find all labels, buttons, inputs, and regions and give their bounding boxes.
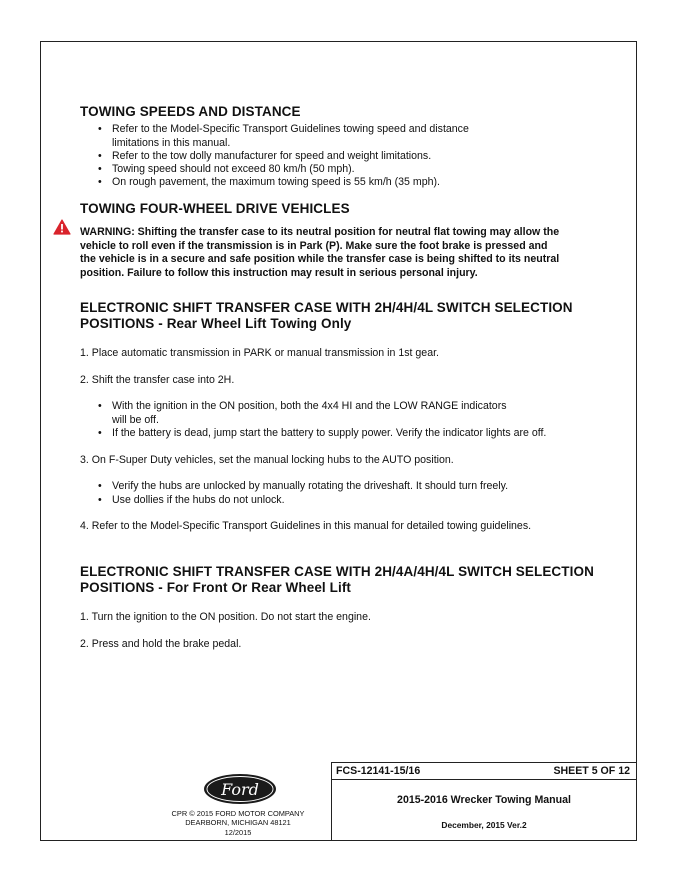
bullet-icon: • [98, 400, 102, 412]
bullet-icon: • [98, 150, 102, 162]
bullet-icon: • [98, 494, 102, 506]
step-item: 1. Turn the ignition to the ON position. Do not start the engine. [80, 611, 371, 623]
bullet-icon: • [98, 480, 102, 492]
bullet-item: • Use dollies if the hubs do not unlock. [98, 494, 285, 506]
bullet-icon: • [98, 123, 102, 135]
section-heading-2h4a4h4l: ELECTRONIC SHIFT TRANSFER CASE WITH 2H/4A/4H/4L SWITCH SELECTION POSITIONS - For Front Or Rear Wheel Lift [80, 564, 594, 595]
section-heading-4wd: TOWING FOUR-WHEEL DRIVE VEHICLES [80, 201, 350, 216]
sheet-number: SHEET 5 OF 12 [553, 765, 630, 777]
bullet-icon: • [98, 176, 102, 188]
step-item: 2. Shift the transfer case into 2H. [80, 374, 235, 386]
step-item: 1. Place automatic transmission in PARK or manual transmission in 1st gear. [80, 347, 439, 359]
manual-date: December, 2015 Ver.2 [441, 820, 527, 830]
bullet-item: • Refer to the Model-Specific Transport Guidelines towing speed and distance limitations in this manual. [98, 123, 469, 149]
title-block-divider [331, 779, 637, 780]
step-item: 3. On F-Super Duty vehicles, set the manual locking hubs to the AUTO position. [80, 454, 454, 466]
ford-logo [203, 773, 277, 805]
copyright-block: CPR © 2015 FORD MOTOR COMPANY DEARBORN, MICHIGAN 48121 12/2015 [171, 809, 305, 837]
document-number: FCS-12141-15/16 [336, 765, 421, 777]
manual-title: 2015-2016 Wrecker Towing Manual [397, 794, 571, 806]
warning-text: WARNING: Shifting the transfer case to its neutral position for neutral flat towing may allow the vehicle to roll even if the transmission is in Park (P). Make sure the foot brake is pressed and the vehicle is in a secure and safe position while the transfer case is being shifted to its neutral position. Failure to follow this instruction may result in serious personal injury. [80, 226, 560, 279]
bullet-icon: • [98, 163, 102, 175]
step-item: 4. Refer to the Model-Specific Transport Guidelines in this manual for detailed towing guidelines. [80, 520, 532, 532]
svg-text:Ford: Ford [221, 780, 259, 799]
section-heading-towing-speeds: TOWING SPEEDS AND DISTANCE [80, 104, 301, 119]
bullet-icon: • [98, 427, 102, 439]
warning-triangle-icon [53, 219, 71, 235]
section-heading-2h4h4l: ELECTRONIC SHIFT TRANSFER CASE WITH 2H/4H/4L SWITCH SELECTION POSITIONS - Rear Wheel Lift Towing Only [80, 300, 573, 331]
bullet-item: • Verify the hubs are unlocked by manually rotating the driveshaft. It should turn freely. [98, 480, 509, 492]
bullet-item: • Refer to the tow dolly manufacturer for speed and weight limitations. [98, 150, 432, 162]
bullet-item: • Towing speed should not exceed 80 km/h (50 mph). [98, 163, 355, 175]
bullet-item: • On rough pavement, the maximum towing speed is 55 km/h (35 mph). [98, 176, 440, 188]
step-item: 2. Press and hold the brake pedal. [80, 638, 242, 650]
bullet-item: • With the ignition in the ON position, both the 4x4 HI and the LOW RANGE indicators will be off. [98, 400, 507, 426]
bullet-item: • If the battery is dead, jump start the battery to supply power. Verify the indicator lights are off. [98, 427, 547, 439]
